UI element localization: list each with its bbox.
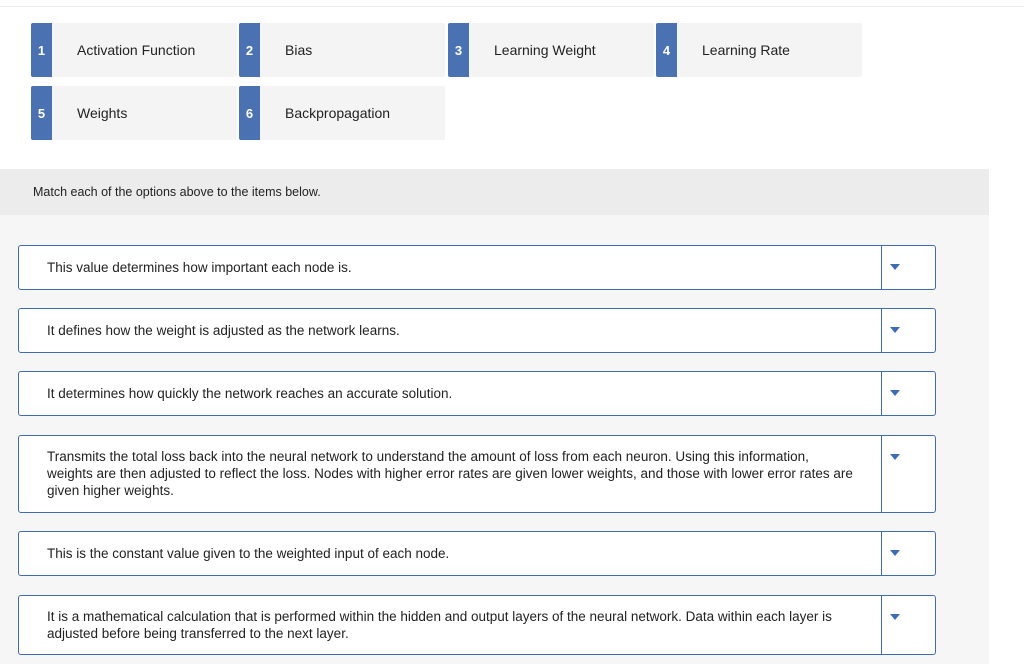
- answer-dropdown[interactable]: [881, 371, 936, 416]
- caret-down-icon: [890, 614, 900, 620]
- caret-down-icon: [890, 550, 900, 556]
- caret-down-icon: [890, 264, 900, 270]
- match-item-text: It determines how quickly the network reaches an accurate solution.: [18, 371, 882, 416]
- option-tile-1[interactable]: [31, 23, 237, 77]
- match-item-text: It is a mathematical calculation that is performed within the hidden and output layers of the neural network. Data within each layer is adjusted before being transferred to the next layer.: [18, 595, 882, 655]
- answer-dropdown[interactable]: [881, 531, 936, 576]
- answer-dropdown[interactable]: [881, 435, 936, 513]
- match-item-text: This is the constant value given to the weighted input of each node.: [18, 531, 882, 576]
- option-tile-4[interactable]: [656, 23, 862, 77]
- option-tile-5[interactable]: [31, 86, 237, 140]
- option-tile-2[interactable]: [239, 23, 445, 77]
- matching-panel: [0, 169, 989, 664]
- match-item-text: It defines how the weight is adjusted as the network learns.: [18, 308, 882, 353]
- answer-dropdown[interactable]: [881, 308, 936, 353]
- option-number-badge: 1: [31, 23, 52, 77]
- match-item-text: This value determines how important each node is.: [18, 245, 882, 290]
- option-number-badge: 4: [656, 23, 677, 77]
- match-item-6: [18, 595, 936, 655]
- option-label: Weights: [77, 105, 128, 121]
- instructions-text: Match each of the options above to the items below.: [33, 185, 321, 199]
- caret-down-icon: [890, 390, 900, 396]
- option-label: Learning Weight: [494, 42, 596, 58]
- option-tile-3[interactable]: [448, 23, 654, 77]
- option-label: Activation Function: [77, 42, 196, 58]
- match-item-5: [18, 531, 936, 576]
- match-item-text: Transmits the total loss back into the neural network to understand the amount of loss from each neuron. Using this information, weights are then adjusted to reflect the loss. Nodes with higher error rates are given lower weights, and those with lower error rates are given higher weights.: [18, 435, 882, 513]
- option-number-badge: 5: [31, 86, 52, 140]
- option-tile-6[interactable]: [239, 86, 445, 140]
- match-item-3: [18, 371, 936, 416]
- caret-down-icon: [890, 454, 900, 460]
- option-label: Backpropagation: [285, 105, 391, 121]
- match-item-1: [18, 245, 936, 290]
- match-item-4: [18, 435, 936, 513]
- option-number-badge: 6: [239, 86, 260, 140]
- option-label: Learning Rate: [702, 42, 790, 58]
- instructions-bar: [0, 169, 989, 215]
- option-label: Bias: [285, 42, 313, 58]
- match-item-2: [18, 308, 936, 353]
- caret-down-icon: [890, 327, 900, 333]
- answer-dropdown[interactable]: [881, 595, 936, 655]
- option-number-badge: 2: [239, 23, 260, 77]
- option-number-badge: 3: [448, 23, 469, 77]
- top-divider: [0, 6, 1024, 7]
- answer-dropdown[interactable]: [881, 245, 936, 290]
